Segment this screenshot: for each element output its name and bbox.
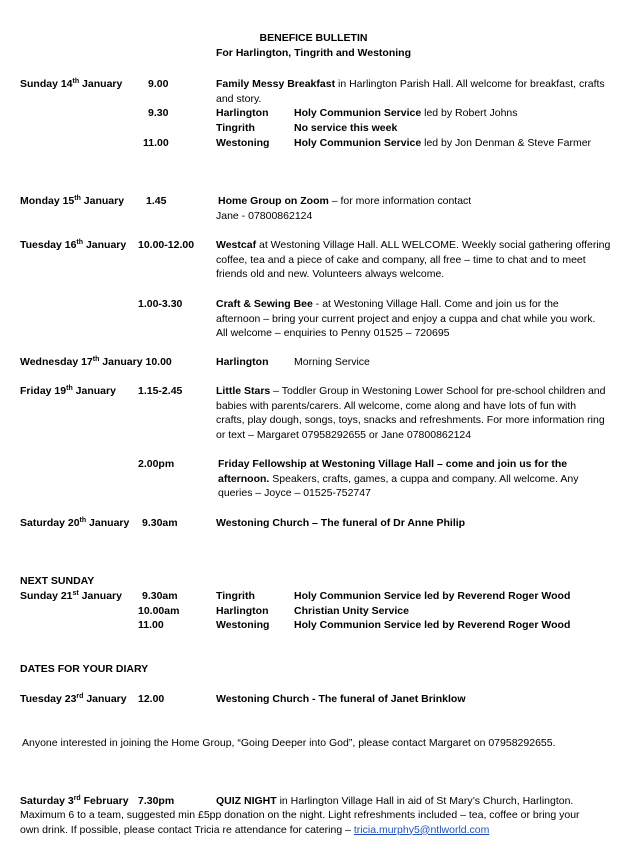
home-group-note: Anyone interested in joining the Home Group, “Going Deeper into God”, please contact Margaret on 07958292655. (22, 737, 556, 749)
event-funeral-janet-brinklow: Westoning Church - The funeral of Janet Brinklow (216, 693, 466, 705)
date-monday-15: Monday 15th January (20, 195, 125, 207)
diary-heading: DATES FOR YOUR DIARY (20, 663, 149, 675)
home-group-contact: Jane - 07800862124 (216, 210, 313, 222)
date-saturday-20: Saturday 20th January (20, 517, 130, 529)
event-friday-fellowship: Friday Fellowship at Westoning Village Hall – come and join us for the afternoon. Speakers, crafts, games, a cuppa and company. All welcome. Any queries – Joyce – 01525-752747 (218, 458, 579, 500)
time-row-2: 10.00am (138, 605, 180, 617)
event-westcaf: Westcaf at Westoning Village Hall. ALL WELCOME. Weekly social gathering offering coffee, tea and a piece of cake and company, all free – time to chat and to meet friends old and new. Volunteers always welcome. (216, 239, 611, 281)
date-tuesday-16: Tuesday 16th January (20, 239, 127, 251)
quiz-details: Maximum 6 to a team, suggested min £5pp donation on the night. Light refreshments included – tea, coffee or bring your own drink. If possible, please contact Tricia re attendance for catering – tricia.murphy5@ntlworld.com (20, 809, 580, 836)
next-sunday-heading: NEXT SUNDAY (20, 575, 95, 587)
time-2-00pm: 2.00pm (138, 458, 175, 470)
place-harlington: Harlington (216, 107, 269, 119)
time-9-30am: 9.30am (142, 517, 178, 529)
event-quiz-night: QUIZ NIGHT in Harlington Village Hall in aid of St Mary’s Church, Harlington. (216, 795, 574, 807)
bulletin-subtitle: For Harlington, Tingrith and Westoning (215, 47, 411, 59)
date-sunday-14: Sunday 14th January (20, 78, 123, 90)
event-little-stars: Little Stars – Toddler Group in Westoning Lower School for pre-school children and babies with parents/carers. All welcome, come along and have lots of fun with crafts, play dough, songs, toys, snacks and refreshments. For more information ring or text – Margaret 07958292655 or Jane 07800862124 (216, 385, 606, 441)
service-row-3: Holy Communion Service led by Reverend Roger Wood (294, 619, 571, 631)
time-9-00: 9.00 (148, 78, 169, 90)
event-westoning-communion: Holy Communion Service led by Jon Denman & Steve Farmer (294, 137, 592, 149)
event-morning-service: Morning Service (294, 356, 370, 368)
place-row-1: Tingrith (216, 590, 255, 602)
time-1-3-30: 1.00-3.30 (138, 298, 183, 310)
tricia-email-link[interactable]: tricia.murphy5@ntlworld.com (353, 823, 490, 836)
event-messy-breakfast: Family Messy Breakfast in Harlington Parish Hall. All welcome for breakfast, crafts and story. (216, 78, 605, 105)
date-friday-19: Friday 19th January (20, 385, 116, 397)
bulletin-title: BENEFICE BULLETIN (259, 32, 368, 44)
place-tingrith: Tingrith (216, 122, 255, 134)
time-10-12: 10.00-12.00 (138, 239, 195, 251)
time-row-1: 9.30am (142, 590, 178, 602)
event-harlington-communion: Holy Communion Service led by Robert Johns (294, 107, 518, 119)
time-9-30: 9.30 (148, 107, 169, 119)
time-row-3: 11.00 (138, 619, 164, 631)
date-wednesday-17: Wednesday 17th January 10.00 (20, 356, 172, 368)
time-11-00: 11.00 (143, 137, 169, 149)
service-row-1: Holy Communion Service led by Reverend Roger Wood (294, 590, 571, 602)
date-sunday-21: Sunday 21st January (20, 590, 122, 602)
event-home-group: Home Group on Zoom – for more information contact (218, 195, 472, 207)
place-harlington-wed: Harlington (216, 356, 269, 368)
place-row-2: Harlington (216, 605, 269, 617)
date-tuesday-23: Tuesday 23rd January (20, 693, 127, 705)
event-funeral-anne-philip: Westoning Church – The funeral of Dr Anne Philip (216, 517, 466, 529)
time-12-00: 12.00 (138, 693, 165, 705)
time-7-30pm: 7.30pm (138, 795, 175, 807)
time-1-45: 1.45 (146, 195, 167, 207)
place-westoning: Westoning (216, 137, 270, 149)
time-1-15-2-45: 1.15-2.45 (138, 385, 183, 397)
service-row-2: Christian Unity Service (294, 605, 409, 617)
event-no-service: No service this week (294, 122, 398, 134)
place-row-3: Westoning (216, 619, 270, 631)
event-craft-sewing-bee: Craft & Sewing Bee - at Westoning Village Hall. Come and join us for the afternoon – bring your current project and enjoy a cuppa and chat while you work. All welcome – enquiries to Penny 01525 – 720695 (216, 298, 596, 340)
date-saturday-3-feb: Saturday 3rd February (20, 795, 129, 807)
